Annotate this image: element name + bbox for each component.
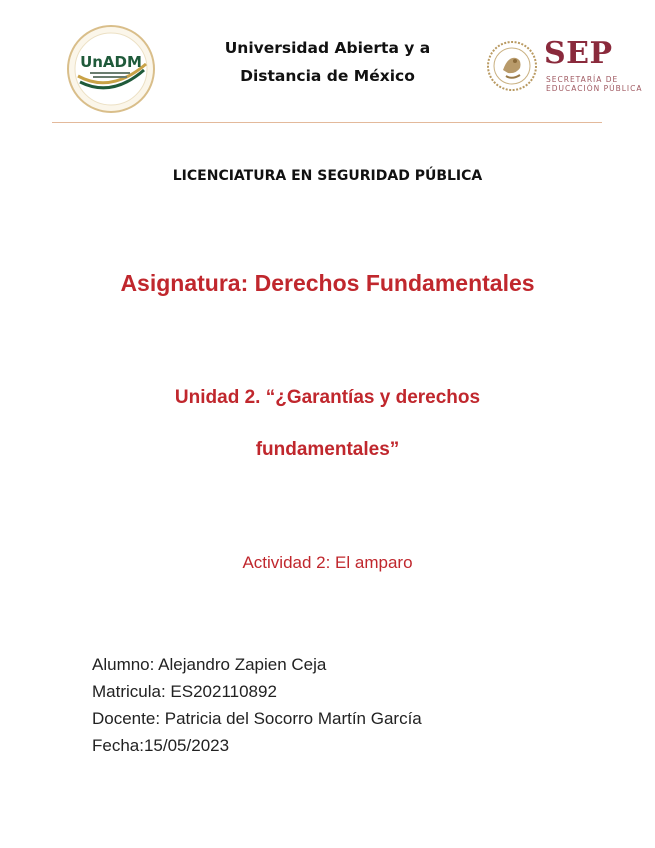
- sep-logo: [486, 38, 651, 98]
- activity-title: Actividad 2: El amparo: [242, 553, 413, 572]
- subject-title: Asignatura: Derechos Fundamentales: [120, 270, 535, 296]
- student-info: [92, 651, 612, 759]
- unit-title-line-2: fundamentales”: [255, 439, 400, 460]
- unit-title: [0, 372, 655, 476]
- institution-line-1: Universidad Abierta y a: [224, 39, 431, 57]
- page-header: [0, 0, 655, 125]
- institution-name: [205, 34, 450, 90]
- student-name: Alumno: Alejandro Zapien Ceja: [92, 655, 327, 674]
- header-divider: [52, 122, 602, 123]
- sep-subtitle: [546, 75, 643, 93]
- unadm-logo-text: UnADM: [80, 53, 142, 71]
- mexico-seal-icon: [486, 40, 538, 92]
- degree-title: LICENCIATURA EN SEGURIDAD PÚBLICA: [172, 168, 483, 184]
- teacher-name: Docente: Patricia del Socorro Martín García: [92, 709, 422, 728]
- unit-title-line-1: Unidad 2. “¿Garantías y derechos: [174, 387, 481, 408]
- institution-line-2: Distancia de México: [240, 67, 415, 85]
- enrollment-number: Matricula: ES202110892: [92, 682, 277, 701]
- sep-subtitle-line-1: SECRETARÍA DE: [546, 75, 619, 84]
- sep-subtitle-line-2: EDUCACIÓN PÚBLICA: [546, 84, 643, 93]
- submission-date: Fecha:15/05/2023: [92, 736, 230, 755]
- sep-wordmark: SEP: [544, 36, 613, 71]
- unadm-logo: [66, 24, 156, 114]
